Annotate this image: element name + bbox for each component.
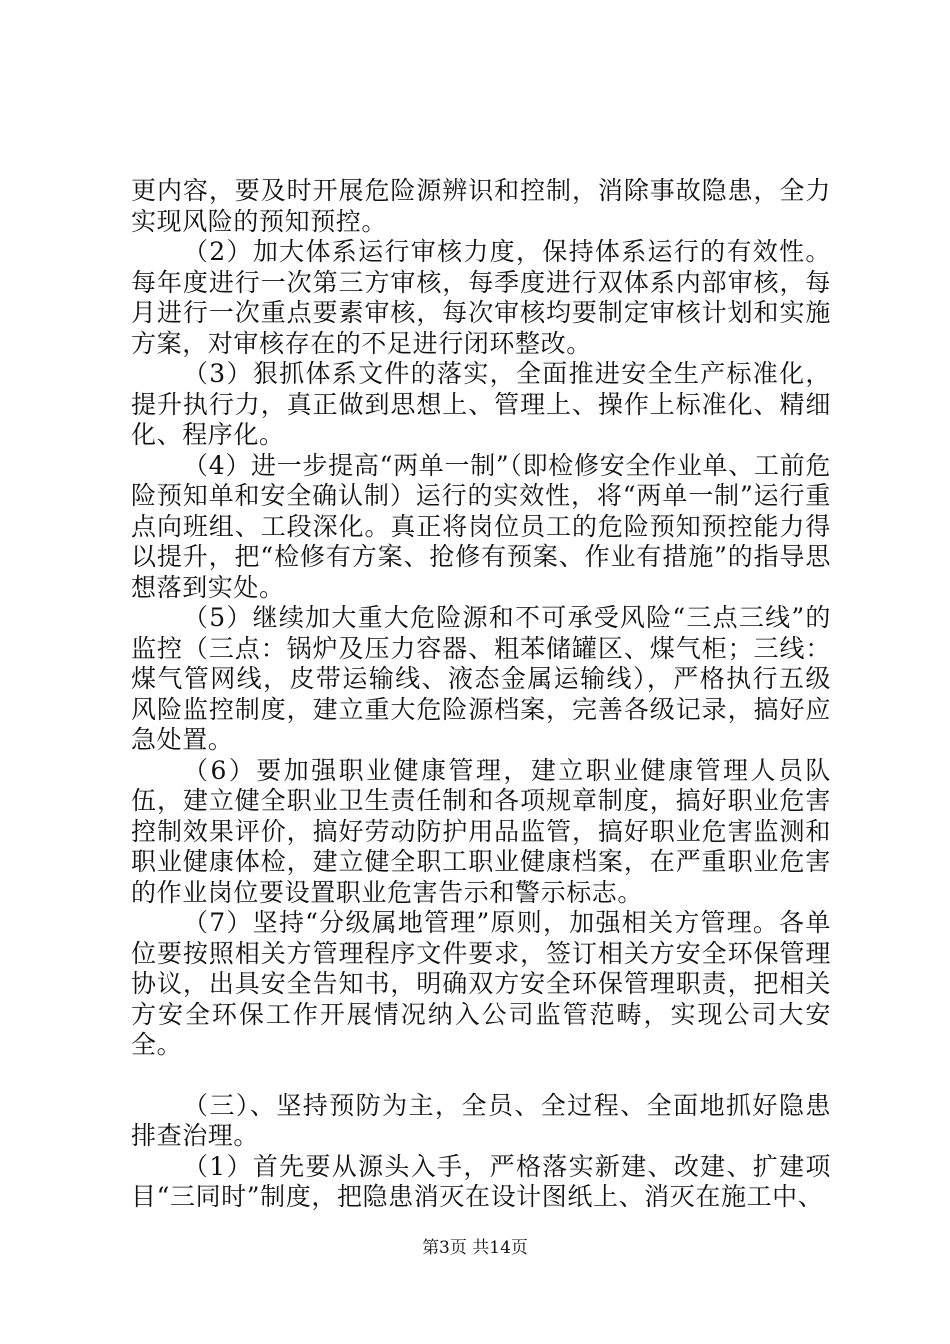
section-heading: （三）、坚持预防为主，全员、全过程、全面地抓好隐患排查治理。: [131, 1090, 831, 1150]
paragraph-item-5: （5）继续加大重大危险源和不可承受风险“三点三线”的监控（三点：锅炉及压力容器、粗苯储罐区、煤气柜；三线：煤气管网线，皮带运输线、液态金属运输线），严格执行五级风险监控制度，建立重大危险源档案，完善各级记录，搞好应急处置。: [131, 603, 831, 754]
page-number-footer: 第3页 共14页: [422, 1238, 528, 1258]
paragraph-spacer: [131, 1061, 831, 1091]
paragraph-item-6: （6）要加强职业健康管理，建立职业健康管理人员队伍，建立健全职业卫生责任制和各项规章制度，搞好职业危害控制效果评价，搞好劳动防护用品监管，搞好职业危害监测和职业健康体检，建立健全职工职业健康档案，在严重职业危害的作业岗位要设置职业危害告示和警示标志。: [131, 755, 831, 907]
paragraph-item-7: （7）坚持“分级属地管理”原则，加强相关方管理。各单位要按照相关方管理程序文件要求，签订相关方安全环保管理协议，出具安全告知书，明确双方安全环保管理职责，把相关方安全环保工作开展情况纳入公司监管范畴，实现公司大安全。: [131, 908, 831, 1059]
paragraph-continuation: 更内容，要及时开展危险源辨识和控制，消除事故隐患，全力实现风险的预知预控。: [131, 176, 831, 236]
paragraph-item-3: （3）狠抓体系文件的落实，全面推进安全生产标准化，提升执行力，真正做到思想上、管理上、操作上标准化、精细化、程序化。: [131, 359, 831, 449]
body-text: [131, 176, 831, 1213]
paragraph-item-2: （2）加大体系运行审核力度，保持体系运行的有效性。每年度进行一次第三方审核，每季度进行双体系内部审核，每月进行一次重点要素审核，每次审核均要制定审核计划和实施方案，对审核存在的不足进行闭环整改。: [131, 237, 831, 358]
paragraph-item-4: （4）进一步提高“两单一制”（即检修安全作业单、工前危险预知单和安全确认制）运行的实效性，将“两单一制”运行重点向班组、工段深化。真正将岗位员工的危险预知预控能力得以提升，把“检修有方案、抢修有预案、作业有措施”的指导思想落到实处。: [131, 450, 831, 602]
paragraph-item-1: （1）首先要从源头入手，严格落实新建、改建、扩建项目“三同时”制度，把隐患消灭在设计图纸上、消灭在施工中、: [131, 1151, 831, 1211]
